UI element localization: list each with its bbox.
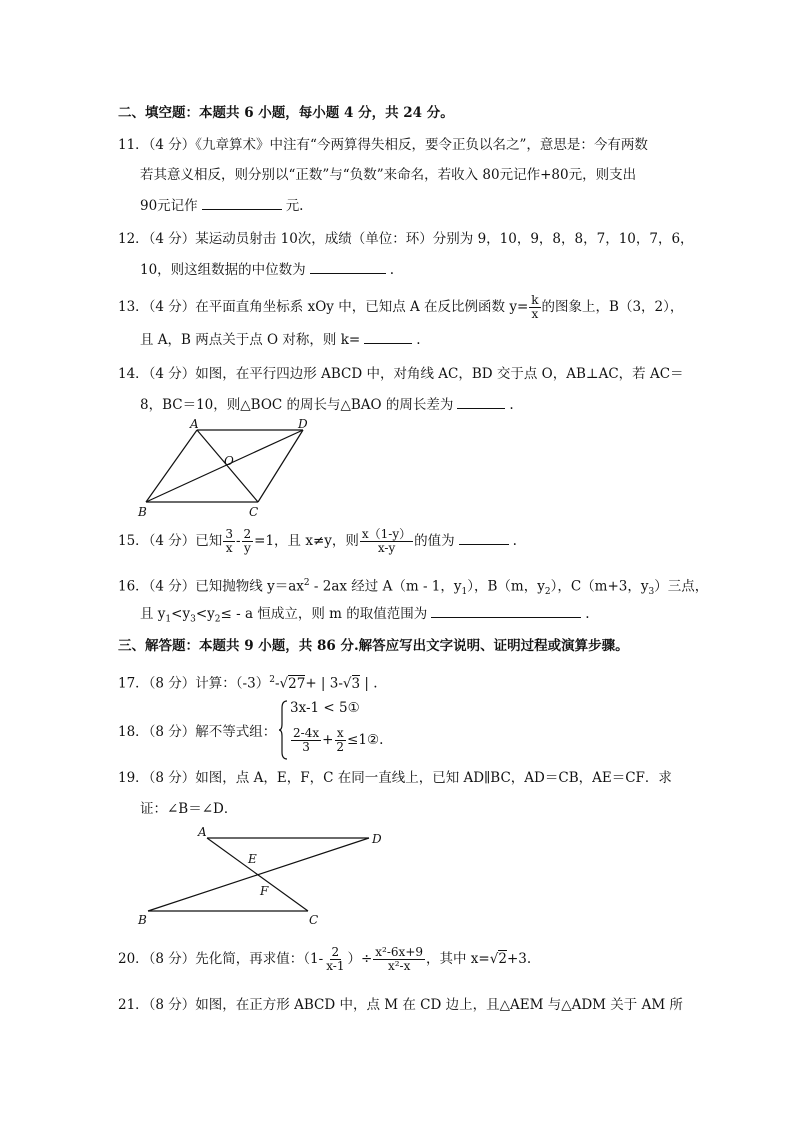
q16-end: . [585,606,590,622]
q11-line1: 11．（4 分）《九章算术》中注有“今两算得失相反，要令正负以名之”，意思是：今有两数 [118,137,648,153]
q17-line [118,670,378,694]
q15-end: . [512,533,517,549]
q16-u2: <y [171,606,191,622]
q20-mid: ）÷ [347,951,373,967]
section-heading-fill-blank: 二、填空题：本题共 6 小题，每小题 4 分，共 24 分。 [118,105,454,121]
q17-sup: 2 [269,675,275,685]
q19-line2: 证：∠B＝∠D． [140,801,238,817]
fig14-label-O: O [224,454,234,468]
q20-tail: ，其中 x= [426,951,490,967]
q15-answer-blank[interactable] [459,530,509,545]
q15-fraction-2: $\frac{2}{y}$ [243,527,252,555]
q16-t4: ），C（m+3，y [550,578,649,595]
q15-prefix: 15．（4 分）已知 [118,533,223,549]
q21-line1: 21．（8 分）如图，在正方形 ABCD 中，点 M 在 CD 边上，且△AEM 与△ADM 关于 AM 所 [118,997,683,1013]
q12-answer-blank[interactable] [310,259,386,274]
q19-line1: 19．（8 分）如图，点 A，E，F，C 在同一直线上，已知 AD∥BC，AD＝CB，AE＝CF．求 [118,770,672,786]
fig14-label-A: A [190,418,199,431]
q18-inequality-1: 3x-1 < 5① [290,700,360,716]
q16-u-sub1: 1 [165,614,172,625]
q12-text: 10，则这组数据的中位数为 [140,262,306,278]
q14-line1: 14．（4 分）如图，在平行四边形 ABCD 中，对角线 AC，BD 交于点 O，AB⊥AC，若 AC＝ [118,366,684,382]
q19-figure [132,822,392,932]
q16-t5: ）三点， [654,578,709,595]
q14-end: . [509,397,514,413]
q13-text-c: 且 A，B 两点关于点 O 对称，则 k= [140,332,361,348]
q16-sub3: 3 [648,587,655,598]
q15-line [118,528,517,555]
q17-radical-1: √27 [279,675,306,692]
q13-line2 [140,329,420,350]
q20-radical: √2 [489,951,507,967]
fig19-label-B: B [138,913,147,927]
q16-u3: <y [195,606,215,622]
q13-fraction: $\frac{k}{x}$ [531,293,539,321]
fig14-label-C: C [249,505,259,519]
q20-radicand: 2 [498,951,507,967]
q20-fraction-1: $\frac{2}{x-1}$ [326,945,345,973]
q17-radicand-2: 3 [351,675,361,692]
section-heading-solutions: 三、解答题：本题共 9 小题，共 86 分.解答应写出文字说明、证明过程或演算步骤。 [118,638,629,654]
q20-fraction-2: $\frac{\text{x²-6x+9}}{\text{x²-x}}$ [375,945,424,973]
q20-line [118,946,531,973]
q17-prefix: 17．（8 分）计算：（-3） [118,675,270,692]
q16-answer-blank[interactable] [431,603,581,618]
q12-line2 [140,259,394,280]
fig19-label-E: E [248,852,257,866]
q16-u1: 且 y [140,606,166,622]
q13-text-a: 13．（4 分）在平面直角坐标系 xOy 中，已知点 A 在反比例函数 y= [118,299,529,315]
q17-abs-close: | . [360,675,378,692]
q18-plus: + [322,732,334,748]
q16-u4: ≤ - a 恒成立，则 m 的取值范围为 [220,606,428,622]
q12-end: . [389,262,394,278]
q16-sub1: 1 [461,587,468,598]
fig19-label-A: A [198,825,207,839]
fig19-label-C: C [309,913,319,927]
q14-text: 8，BC＝10，则△BOC 的周长与△BAO 的周长差为 [140,397,454,413]
q17-radicand-1: 27 [288,675,306,692]
q16-line2 [140,603,590,630]
fig19-label-F: F [260,884,269,898]
q18-brace [279,700,289,760]
q16-u-sub3: 3 [190,614,196,625]
q16-t2: - 2ax 经过 A（m - 1，y [309,578,462,595]
q11-line2: 若其意义相反，则分别以“正数”与“负数”来命名，若收入 80元记作+80元，则支出 [140,167,637,183]
q14-answer-blank[interactable] [457,394,505,409]
q20-end: +3. [506,951,532,967]
q18-prefix: 18．（8 分）解不等式组： [118,724,277,740]
q15-minus: - [235,533,241,549]
q11-line3 [140,195,303,216]
q16-line1 [118,573,708,602]
q18-tail: ≤1② [347,732,380,748]
q11-text: 90元记作 [140,198,198,214]
q15-mid: =1，且 x≠y，则 [254,533,359,549]
q18-inequality-2 [290,727,383,754]
q13-text-b: 的图象上，B（3，2）， [541,299,684,315]
q13-line1 [118,294,683,321]
q17-radical-2: √3 [342,675,361,692]
q14-parallelogram-figure [130,418,320,523]
q20-prefix: 20．（8 分）先化简，再求值：（1- [118,951,324,967]
q16-u-sub2: 2 [214,614,221,625]
fig14-label-D: D [298,418,308,431]
q17-minus: - [274,675,280,692]
q16-t1: 16．（4 分）已知抛物线 y＝ax [118,578,304,595]
fig19-label-D: D [372,832,382,846]
q11-unit: 元. [285,198,304,214]
q16-sup: 2 [303,578,310,588]
q18-fraction-1: $\frac{2-4x}{3}$ [293,726,320,754]
q13-answer-blank[interactable] [364,329,412,344]
q17-abs-open: + | 3- [305,675,343,692]
q15-fraction-1: $\frac{3}{x}$ [225,527,233,555]
fig14-label-B: B [138,505,147,519]
q13-end: . [416,332,421,348]
q11-answer-blank[interactable] [202,195,282,210]
q15-fraction-3: $\frac{x(1-y)}{x-y}$ [361,527,412,555]
q16-t3: ），B（m，y [467,578,545,595]
q18-end: . [379,732,384,748]
q14-line2 [140,394,514,415]
q15-suffix: 的值为 [414,533,455,549]
q16-sub2: 2 [544,587,551,598]
q12-line1: 12．（4 分）某运动员射击 10次，成绩（单位：环）分别为 9，10，9，8，8，7，10，7，6， [118,231,694,247]
q18-fraction-2: $\frac{x}{2}$ [336,726,345,754]
